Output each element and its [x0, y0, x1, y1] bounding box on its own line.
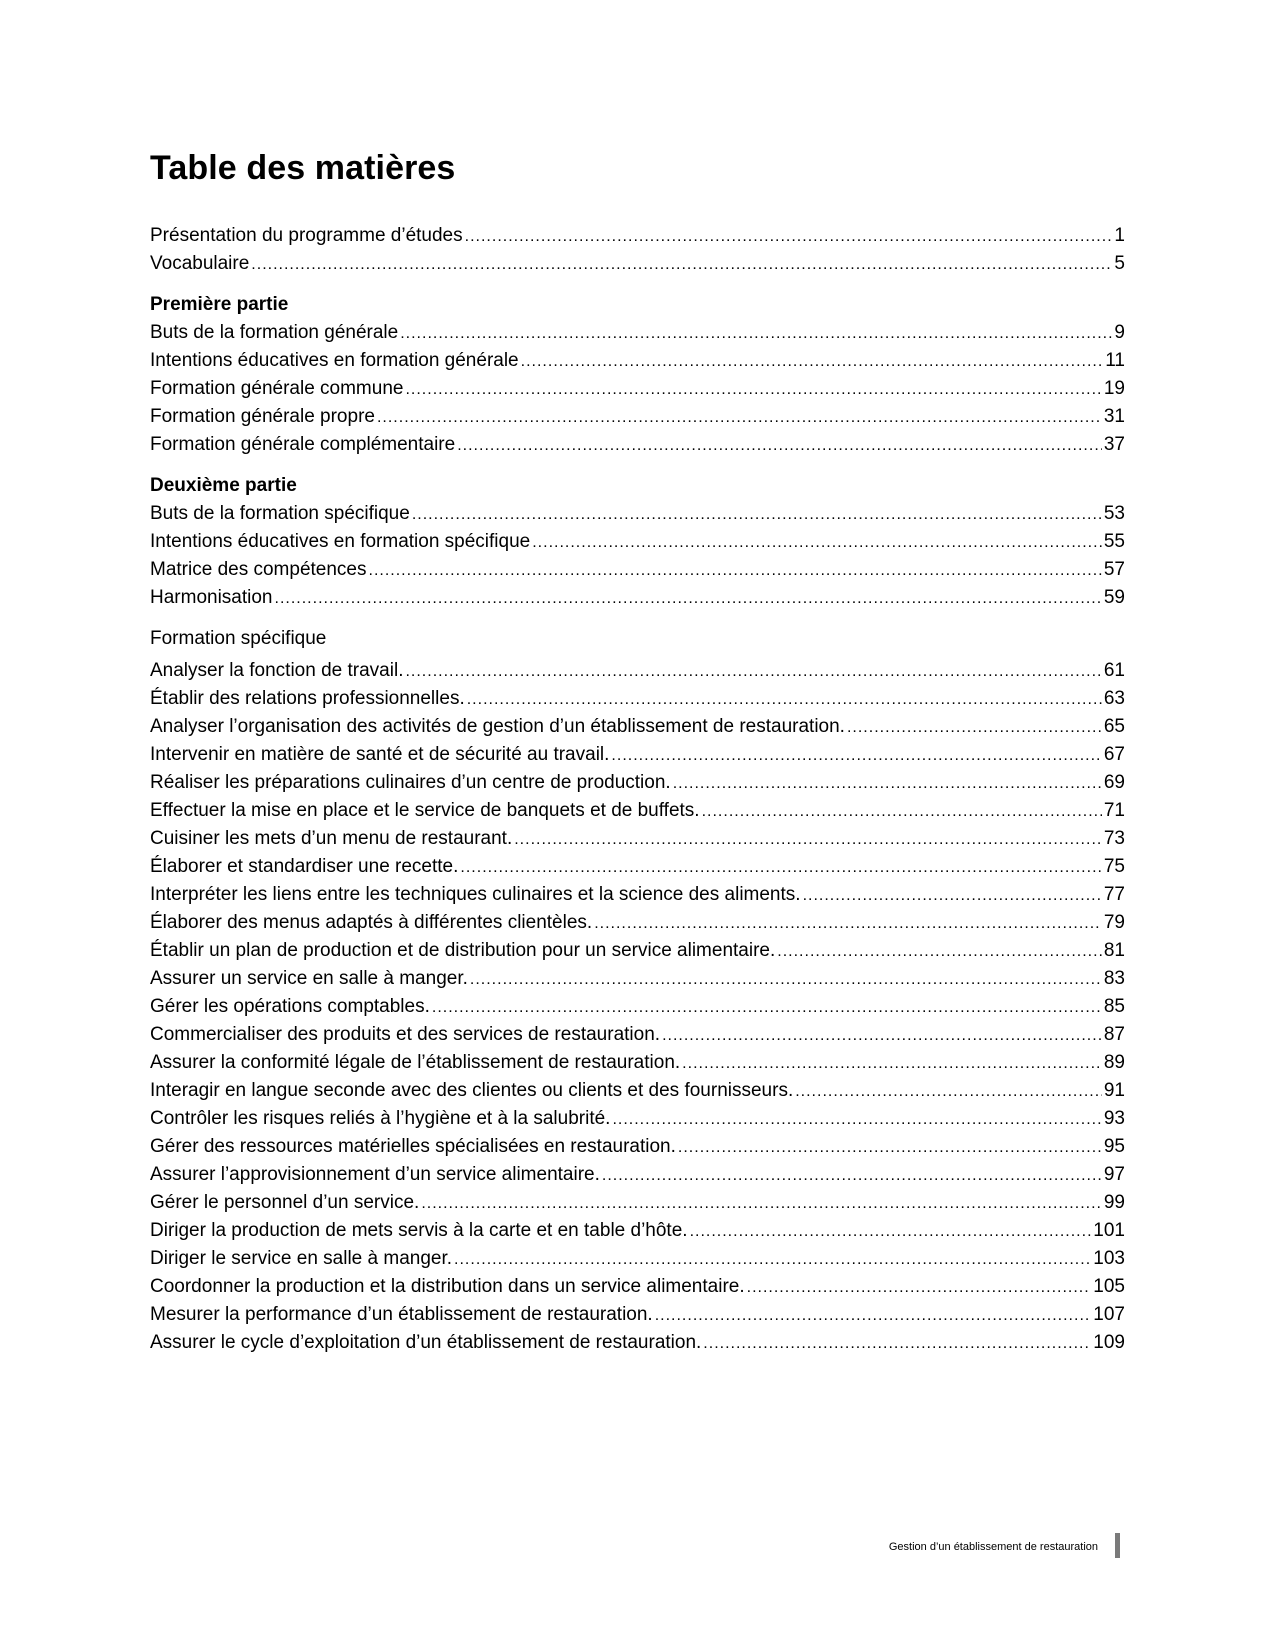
toc-entry[interactable] — [150, 1301, 1125, 1329]
toc-entry-page: 37 — [1103, 434, 1125, 455]
footer-document-title: Gestion d’un établissement de restauration — [888, 1541, 1098, 1553]
toc-entry-page: 65 — [1103, 716, 1125, 737]
toc-entry[interactable] — [150, 1245, 1125, 1273]
toc-entry[interactable] — [150, 1077, 1125, 1105]
toc-entry-page: 69 — [1103, 772, 1125, 793]
toc-entry-page: 57 — [1103, 559, 1125, 580]
dot-leader — [275, 585, 1102, 613]
toc-entry-page: 11 — [1105, 350, 1125, 371]
toc-entry[interactable] — [150, 403, 1125, 431]
dot-leader — [662, 1022, 1102, 1050]
toc-entry[interactable] — [150, 1161, 1125, 1189]
toc-entry-label: Assurer la conformité légale de l’établissement de restauration. — [150, 1052, 681, 1073]
toc-entry[interactable] — [150, 431, 1125, 459]
toc-entry-label: Intentions éducatives en formation générale — [150, 350, 519, 371]
dot-leader — [457, 432, 1102, 460]
toc-entry-label: Interagir en langue seconde avec des clientes ou clients et des fournisseurs. — [150, 1080, 794, 1101]
toc-entry-page: 103 — [1093, 1248, 1125, 1269]
toc-entry[interactable] — [150, 556, 1125, 584]
intro-entries — [150, 222, 1125, 278]
toc-entry-page: 107 — [1093, 1304, 1125, 1325]
dot-leader — [251, 251, 1112, 279]
section-heading-part1: Première partie — [150, 294, 289, 315]
toc-entry[interactable] — [150, 685, 1125, 713]
toc-entry-page: 105 — [1093, 1276, 1125, 1297]
toc-entry-label: Effectuer la mise en place et le service de banquets et de buffets. — [150, 800, 700, 821]
toc-entry[interactable] — [150, 1021, 1125, 1049]
table-of-contents — [150, 222, 1125, 1357]
toc-entry[interactable] — [150, 881, 1125, 909]
toc-entry-page: 89 — [1103, 1052, 1125, 1073]
toc-entry-label: Établir des relations professionnelles. — [150, 688, 465, 709]
toc-entry-page: 97 — [1103, 1164, 1125, 1185]
toc-entry[interactable] — [150, 1217, 1125, 1245]
toc-entry-page: 87 — [1103, 1024, 1125, 1045]
dot-leader — [673, 770, 1102, 798]
part1-entries — [150, 319, 1125, 459]
toc-entry-label: Présentation du programme d’études — [150, 225, 463, 246]
specific-entries — [150, 657, 1125, 1357]
toc-entry[interactable] — [150, 1329, 1125, 1357]
toc-entry[interactable] — [150, 825, 1125, 853]
toc-entry-label: Intervenir en matière de santé et de sécurité au travail. — [150, 744, 610, 765]
page-title: Table des matières — [150, 149, 456, 187]
dot-leader — [702, 798, 1102, 826]
toc-entry-page: 77 — [1103, 884, 1125, 905]
dot-leader — [682, 1050, 1102, 1078]
toc-entry-page: 63 — [1103, 688, 1125, 709]
toc-entry-label: Buts de la formation générale — [150, 322, 399, 343]
toc-entry[interactable] — [150, 500, 1125, 528]
dot-leader — [847, 714, 1102, 742]
toc-entry-page: 5 — [1114, 253, 1125, 274]
toc-entry-page: 61 — [1103, 660, 1125, 681]
toc-entry[interactable] — [150, 713, 1125, 741]
toc-entry-page: 81 — [1103, 940, 1125, 961]
dot-leader — [465, 223, 1113, 251]
toc-entry-label: Assurer le cycle d’exploitation d’un établissement de restauration. — [150, 1332, 702, 1353]
toc-entry-label: Élaborer et standardiser une recette. — [150, 856, 459, 877]
toc-entry-label: Analyser la fonction de travail. — [150, 660, 404, 681]
dot-leader — [432, 994, 1102, 1022]
toc-entry-page: 53 — [1103, 503, 1125, 524]
toc-entry-page: 31 — [1103, 406, 1125, 427]
toc-entry-page: 99 — [1103, 1192, 1125, 1213]
toc-entry-label: Coordonner la production et la distribution dans un service alimentaire. — [150, 1276, 745, 1297]
toc-entry-label: Buts de la formation spécifique — [150, 503, 410, 524]
toc-entry-page: 83 — [1103, 968, 1125, 989]
toc-entry[interactable] — [150, 1189, 1125, 1217]
dot-leader — [602, 1162, 1102, 1190]
toc-entry-page: 73 — [1103, 828, 1125, 849]
toc-entry-page: 79 — [1103, 912, 1125, 933]
toc-entry-label: Élaborer des menus adaptés à différentes clientèles. — [150, 912, 593, 933]
toc-entry-page: 19 — [1103, 378, 1125, 399]
toc-entry-page: 109 — [1093, 1332, 1125, 1353]
toc-entry-page: 101 — [1093, 1220, 1125, 1241]
toc-entry-label: Analyser l’organisation des activités de gestion d’un établissement de restauration. — [150, 716, 845, 737]
part2-entries — [150, 500, 1125, 612]
toc-entry[interactable] — [150, 853, 1125, 881]
toc-entry-label: Assurer un service en salle à manger. — [150, 968, 468, 989]
toc-entry[interactable] — [150, 1273, 1125, 1301]
dot-leader — [405, 658, 1101, 686]
dot-leader — [400, 320, 1112, 348]
dot-leader — [532, 529, 1102, 557]
toc-entry-label: Intentions éducatives en formation spécifique — [150, 531, 531, 552]
toc-entry[interactable] — [150, 1105, 1125, 1133]
toc-entry-label: Gérer les opérations comptables. — [150, 996, 430, 1017]
footer-bar — [1115, 1533, 1120, 1558]
toc-entry-page: 9 — [1114, 322, 1125, 343]
toc-entry[interactable] — [150, 1049, 1125, 1077]
toc-entry-page: 59 — [1103, 587, 1125, 608]
dot-leader — [655, 1302, 1092, 1330]
toc-entry-page: 1 — [1114, 225, 1125, 246]
toc-entry[interactable] — [150, 965, 1125, 993]
toc-entry-label: Gérer des ressources matérielles spécialisées en restauration. — [150, 1136, 676, 1157]
dot-leader — [777, 938, 1102, 966]
dot-leader — [405, 376, 1101, 404]
toc-entry-label: Gérer le personnel d’un service. — [150, 1192, 420, 1213]
toc-entry-page: 95 — [1103, 1136, 1125, 1157]
toc-entry-label: Contrôler les risques reliés à l’hygiène et à la salubrité. — [150, 1108, 611, 1129]
toc-entry-label: Réaliser les préparations culinaires d’un centre de production. — [150, 772, 671, 793]
toc-entry[interactable] — [150, 375, 1125, 403]
toc-entry[interactable] — [150, 993, 1125, 1021]
dot-leader — [470, 966, 1102, 994]
dot-leader — [678, 1134, 1102, 1162]
toc-entry-label: Diriger la production de mets servis à la carte et en table d’hôte. — [150, 1220, 688, 1241]
toc-entry-label: Commercialiser des produits et des services de restauration. — [150, 1024, 661, 1045]
toc-entry-label: Formation générale propre — [150, 406, 375, 427]
toc-entry[interactable] — [150, 909, 1125, 937]
toc-entry[interactable] — [150, 250, 1125, 278]
toc-entry-page: 67 — [1103, 744, 1125, 765]
toc-entry[interactable] — [150, 1133, 1125, 1161]
toc-entry-label: Formation générale complémentaire — [150, 434, 456, 455]
toc-entry-label: Diriger le service en salle à manger. — [150, 1248, 453, 1269]
toc-entry[interactable] — [150, 347, 1125, 375]
toc-entry-label: Assurer l’approvisionnement d’un service alimentaire. — [150, 1164, 600, 1185]
dot-leader — [521, 348, 1104, 376]
dot-leader — [690, 1218, 1092, 1246]
dot-leader — [369, 557, 1102, 585]
toc-entry[interactable] — [150, 741, 1125, 769]
dot-leader — [467, 686, 1102, 714]
dot-leader — [454, 1246, 1091, 1274]
dot-leader — [747, 1274, 1092, 1302]
toc-entry[interactable] — [150, 319, 1125, 347]
toc-entry-label: Interpréter les liens entre les techniques culinaires et la science des aliments. — [150, 884, 801, 905]
toc-entry-page: 93 — [1103, 1108, 1125, 1129]
toc-entry-page: 75 — [1103, 856, 1125, 877]
dot-leader — [803, 882, 1102, 910]
dot-leader — [460, 854, 1101, 882]
toc-entry-label: Cuisiner les mets d’un menu de restaurant. — [150, 828, 513, 849]
dot-leader — [594, 910, 1102, 938]
toc-entry-label: Mesurer la performance d’un établissement de restauration. — [150, 1304, 653, 1325]
toc-entry-label: Harmonisation — [150, 587, 273, 608]
toc-entry-label: Formation générale commune — [150, 378, 404, 399]
toc-entry[interactable] — [150, 797, 1125, 825]
dot-leader — [514, 826, 1102, 854]
toc-entry[interactable] — [150, 584, 1125, 612]
toc-entry-page: 91 — [1103, 1080, 1125, 1101]
toc-entry-page: 85 — [1103, 996, 1125, 1017]
toc-entry-page: 71 — [1103, 800, 1125, 821]
dot-leader — [421, 1190, 1102, 1218]
dot-leader — [611, 742, 1101, 770]
toc-entry-label: Matrice des compétences — [150, 559, 367, 580]
toc-entry[interactable] — [150, 769, 1125, 797]
toc-entry[interactable] — [150, 528, 1125, 556]
section-heading-part2: Deuxième partie — [150, 475, 297, 496]
dot-leader — [377, 404, 1102, 432]
toc-entry-page: 55 — [1103, 531, 1125, 552]
toc-entry[interactable] — [150, 657, 1125, 685]
section-heading-specific: Formation spécifique — [150, 628, 327, 649]
toc-entry-label: Établir un plan de production et de distribution pour un service alimentaire. — [150, 940, 776, 961]
dot-leader — [703, 1330, 1091, 1358]
toc-entry[interactable] — [150, 937, 1125, 965]
toc-entry-label: Vocabulaire — [150, 253, 250, 274]
dot-leader — [412, 501, 1102, 529]
dot-leader — [795, 1078, 1102, 1106]
dot-leader — [612, 1106, 1101, 1134]
toc-entry[interactable] — [150, 222, 1125, 250]
